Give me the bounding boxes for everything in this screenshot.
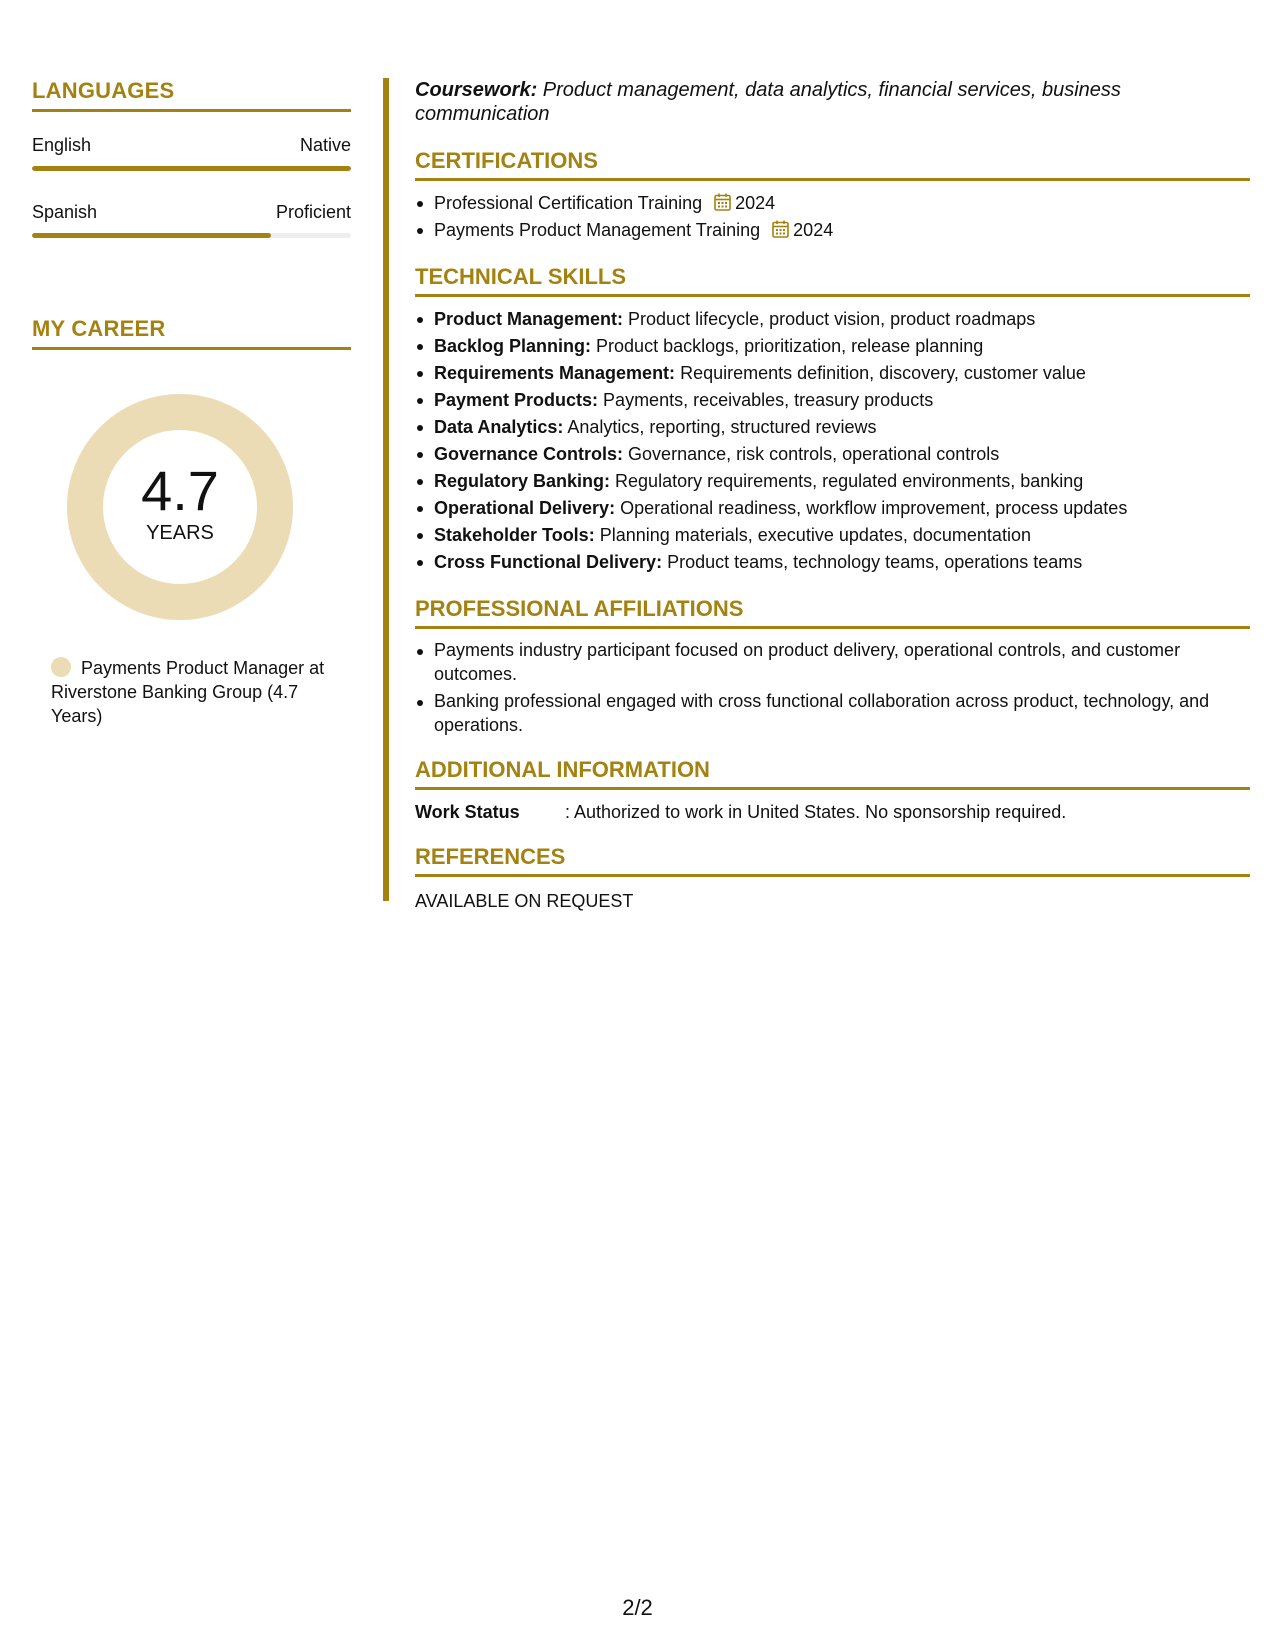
skill-text: Product backlogs, prioritization, release planning — [591, 336, 984, 356]
skill-label: Data Analytics: — [434, 417, 564, 437]
affiliation-item: Banking professional engaged with cross functional collaboration across product, technology, and operations. — [434, 689, 1250, 737]
skill-text: Analytics, reporting, structured reviews — [563, 417, 877, 437]
career-total-value: 4.7 — [141, 459, 219, 522]
skill-label: Backlog Planning: — [434, 336, 592, 356]
certification-year: 2024 — [793, 220, 834, 240]
skill-item — [434, 360, 1250, 387]
technical-skills-section — [415, 264, 1250, 576]
skill-item — [434, 441, 1250, 468]
references-heading: REFERENCES — [415, 844, 1250, 877]
skill-label: Governance Controls: — [434, 444, 624, 464]
skill-label: Cross Functional Delivery: — [434, 552, 663, 572]
career-donut-chart — [67, 394, 293, 620]
language-item-english — [32, 134, 351, 171]
skill-text: Planning materials, executive updates, documentation — [594, 525, 1031, 545]
info-key: Work Status — [415, 802, 520, 822]
coursework-line — [415, 78, 1250, 126]
skills-list — [415, 306, 1250, 576]
right-column — [415, 78, 1250, 913]
career-legend-item — [32, 656, 331, 728]
skill-item — [434, 549, 1250, 576]
language-proficiency-bar — [32, 233, 351, 238]
affiliation-item: Payments industry participant focused on product delivery, operational controls, and customer outcomes. — [434, 638, 1250, 686]
page-number: 2/2 — [622, 1595, 653, 1620]
certifications-list — [415, 190, 1250, 244]
skill-text: Payments, receivables, treasury products — [598, 390, 934, 410]
skill-item — [434, 522, 1250, 549]
coursework-label: Coursework: — [415, 79, 538, 101]
skill-label: Product Management: — [434, 309, 624, 329]
calendar-icon — [772, 220, 789, 238]
skill-label: Payment Products: — [434, 390, 599, 410]
skill-text: Product teams, technology teams, operations teams — [662, 552, 1083, 572]
languages-heading: LANGUAGES — [32, 78, 351, 112]
skill-label: Operational Delivery: — [434, 498, 616, 518]
column-divider — [383, 78, 389, 901]
language-level: Native — [299, 135, 351, 155]
info-value: : Authorized to work in United States. No sponsorship required. — [565, 802, 1067, 822]
calendar-icon — [714, 193, 731, 211]
language-proficiency-fill — [32, 166, 351, 171]
language-proficiency-bar — [32, 166, 351, 171]
skill-label: Stakeholder Tools: — [434, 525, 595, 545]
additional-info-section — [415, 757, 1250, 824]
skill-label: Requirements Management: — [434, 363, 676, 383]
certification-item — [434, 190, 1250, 217]
skill-item — [434, 495, 1250, 522]
affiliations-section — [415, 596, 1250, 737]
skill-text: Product lifecycle, product vision, product roadmaps — [623, 309, 1036, 329]
skill-item — [434, 414, 1250, 441]
certifications-heading: CERTIFICATIONS — [415, 148, 1250, 181]
skill-item — [434, 333, 1250, 360]
affiliations-list — [415, 638, 1250, 737]
skill-item — [434, 306, 1250, 333]
certification-name: Payments Product Management Training — [434, 220, 761, 240]
language-name: English — [32, 135, 92, 155]
certification-year: 2024 — [735, 193, 776, 213]
skill-item — [434, 387, 1250, 414]
skill-text: Operational readiness, workflow improvement, process updates — [615, 498, 1128, 518]
skill-text: Regulatory requirements, regulated environments, banking — [610, 471, 1084, 491]
coursework-text: Product management, data analytics, financial services, business communication — [415, 79, 1121, 125]
language-item-spanish — [32, 201, 351, 238]
work-status-row — [415, 800, 1250, 824]
affiliations-heading: PROFESSIONAL AFFILIATIONS — [415, 596, 1250, 629]
career-heading: MY CAREER — [32, 316, 351, 350]
certifications-section — [415, 148, 1250, 244]
skill-item — [434, 468, 1250, 495]
legend-color-dot — [51, 657, 71, 677]
career-legend-text: Payments Product Manager at Riverstone Banking Group (4.7 Years) — [51, 658, 325, 726]
language-proficiency-fill — [32, 233, 271, 238]
technical-skills-heading: TECHNICAL SKILLS — [415, 264, 1250, 297]
references-section — [415, 844, 1250, 913]
skill-label: Regulatory Banking: — [434, 471, 611, 491]
left-column — [32, 78, 351, 728]
skill-text: Governance, risk controls, operational controls — [623, 444, 1000, 464]
certification-item — [434, 217, 1250, 244]
references-text: AVAILABLE ON REQUEST — [415, 891, 634, 911]
skill-text: Requirements definition, discovery, customer value — [675, 363, 1086, 383]
language-name: Spanish — [32, 202, 98, 222]
additional-info-heading: ADDITIONAL INFORMATION — [415, 757, 1250, 790]
certification-name: Professional Certification Training — [434, 193, 703, 213]
language-level: Proficient — [275, 202, 351, 222]
career-total-unit: YEARS — [146, 522, 214, 544]
